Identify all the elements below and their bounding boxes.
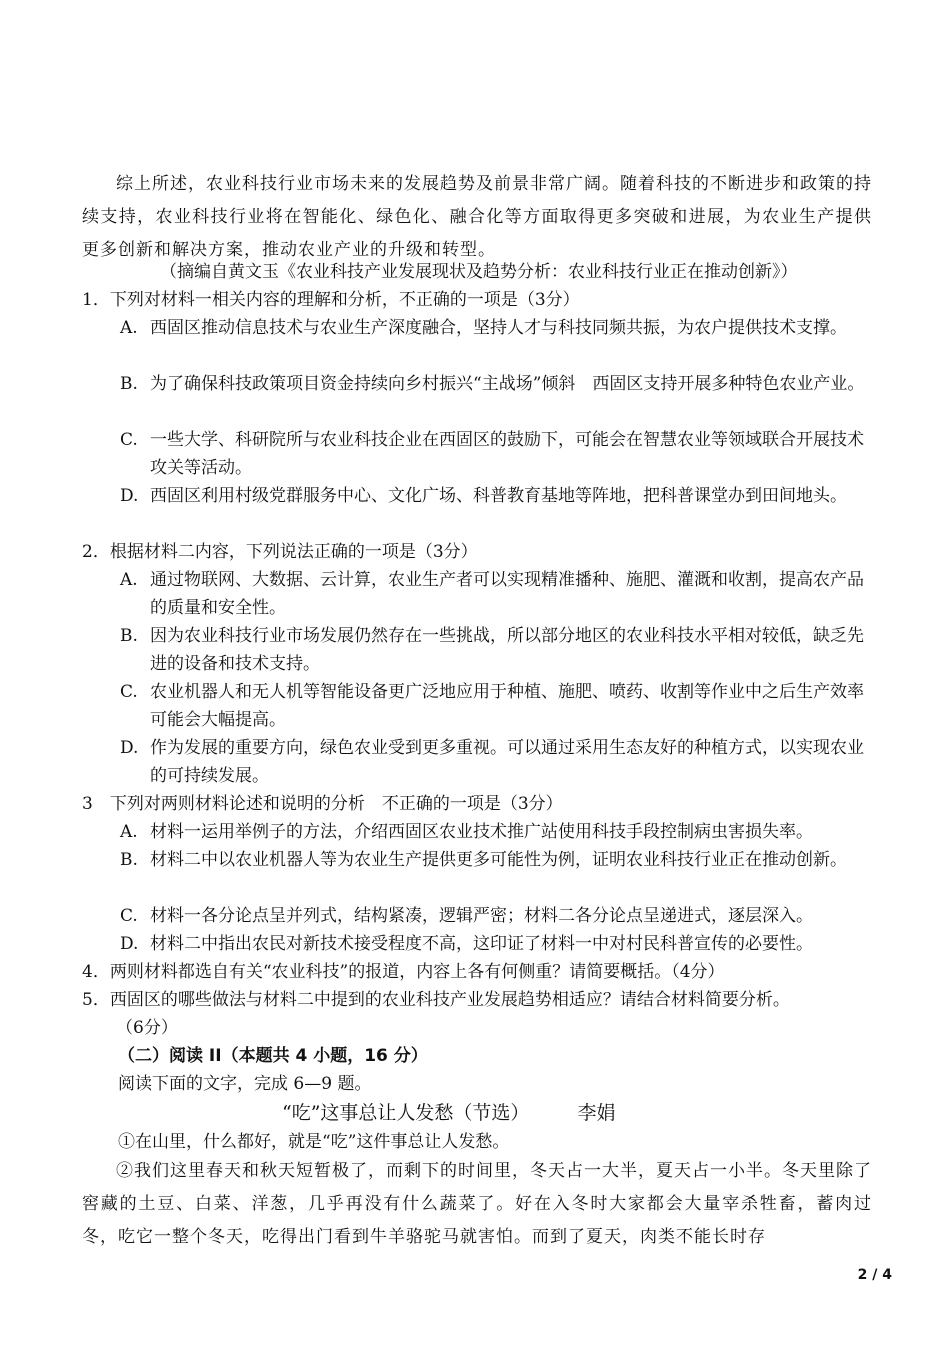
section-heading: （二）阅读 II（本题共 4 小题，16 分） <box>118 1046 428 1066</box>
option-text: 为了确保科技政策项目资金持续向乡村振兴“主战场”倾斜 西固区支持开展多种特色农业产业。 <box>150 374 865 394</box>
question-1-option-a <box>120 314 870 342</box>
option-text: 因为农业科技行业市场发展仍然存在一些挑战，所以部分地区的农业科技水平相对较低，缺乏先进的设备和技术支持。 <box>150 626 864 674</box>
option-label: C. <box>120 906 138 926</box>
section-instruction: 阅读下面的文字，完成 6—9 题。 <box>118 1074 372 1094</box>
question-1-option-b <box>120 370 870 398</box>
option-text: 一些大学、科研院所与农业科技企业在西固区的鼓励下，可能会在智慧农业等领域联合开展技术攻关等活动。 <box>150 430 864 478</box>
source-citation: （摘编自黄文玉《农业科技产业发展现状及趋势分析：农业科技行业正在推动创新》） <box>160 262 798 282</box>
question-2-option-b <box>120 622 870 678</box>
reading-author: 李娟 <box>577 1102 616 1124</box>
option-label: C. <box>120 682 138 702</box>
option-label: B. <box>120 850 138 870</box>
option-label: A. <box>120 570 138 590</box>
option-text: 通过物联网、大数据、云计算，农业生产者可以实现精准播种、施肥、灌溉和收割，提高农产品的质量和安全性。 <box>150 570 864 618</box>
option-text: 材料二中指出农民对新技术接受程度不高，这印证了材料一中对村民科普宣传的必要性。 <box>150 934 813 954</box>
question-2-option-a <box>120 566 870 622</box>
option-label: A. <box>120 822 138 842</box>
option-label: A. <box>120 318 138 338</box>
option-text: 材料一运用举例子的方法，介绍西固区农业技术推广站使用科技手段控制病虫害损失率。 <box>150 822 813 842</box>
question-1-option-d <box>120 482 870 510</box>
option-text: 西固区推动信息技术与农业生产深度融合，坚持人才与科技同频共振，为农户提供技术支撑。 <box>150 318 847 338</box>
question-3-option-c <box>120 902 870 930</box>
question-1-stem: 1．下列对材料一相关内容的理解和分析，不正确的一项是（3分） <box>82 290 580 310</box>
option-text: 材料一各分论点呈并列式，结构紧凑，逻辑严密；材料二各分论点呈递进式，逐层深入。 <box>150 906 813 926</box>
option-label: D. <box>120 934 139 954</box>
option-text: 农业机器人和无人机等智能设备更广泛地应用于种植、施肥、喷药、收割等作业中之后生产效率可能会大幅提高。 <box>150 682 864 730</box>
question-2-option-c <box>120 678 870 734</box>
reading-title: “吃”这事总让人发愁（节选） <box>282 1102 530 1124</box>
intro-paragraph: 综上所述，农业科技行业市场未来的发展趋势及前景非常广阔。随着科技的不断进步和政策的持续支持，农业科技行业将在智能化、绿色化、融合化等方面取得更多突破和进展，为农业生产提供更多创新和解决方案，推动农业产业的升级和转型。 <box>82 174 872 260</box>
reading-paragraph-1: ①在山里，什么都好，就是“吃”这件事总让人发愁。 <box>118 1132 510 1152</box>
question-5-points: （6分） <box>116 1018 178 1038</box>
option-label: D. <box>120 738 139 758</box>
option-label: B. <box>120 374 138 394</box>
option-text: 材料二中以农业机器人等为农业生产提供更多可能性为例，证明农业科技行业正在推动创新。 <box>150 850 847 870</box>
question-3-option-d <box>120 930 870 958</box>
option-text: 作为发展的重要方向，绿色农业受到更多重视。可以通过采用生态友好的种植方式，以实现农业的可持续发展。 <box>150 738 864 786</box>
option-text: 西固区利用村级党群服务中心、文化广场、科普教育基地等阵地，把科普课堂办到田间地头。 <box>150 486 847 506</box>
option-label: C. <box>120 430 138 450</box>
reading-title-line <box>282 1099 615 1127</box>
question-3-stem: 3 下列对两则材料论述和说明的分析 不正确的一项是（3分） <box>82 794 563 814</box>
page-number: 2 / 4 <box>857 1267 892 1283</box>
question-5: 5．西固区的哪些做法与材料二中提到的农业科技产业发展趋势相适应？请结合材料简要分析。 <box>82 990 790 1010</box>
question-3-option-a <box>120 818 870 846</box>
question-2-option-d <box>120 734 870 790</box>
option-label: D. <box>120 486 139 506</box>
reading-paragraph-2: ②我们这里春天和秋天短暂极了，而剩下的时间里，冬天占一大半，夏天占一小半。冬天里除了窖藏的土豆、白菜、洋葱，几乎再没有什么蔬菜了。好在入冬时大家都会大量宰杀牲畜，蓄肉过冬，吃它一整个冬天，吃得出门看到牛羊骆驼马就害怕。而到了夏天，肉类不能长时存 <box>82 1161 872 1247</box>
option-label: B. <box>120 626 138 646</box>
question-4: 4．两则材料都选自有关“农业科技”的报道，内容上各有何侧重？请简要概括。（4分） <box>82 962 725 982</box>
question-3-option-b <box>120 846 870 874</box>
question-2-stem: 2．根据材料二内容，下列说法正确的一项是（3分） <box>82 542 478 562</box>
question-1-option-c <box>120 426 870 482</box>
